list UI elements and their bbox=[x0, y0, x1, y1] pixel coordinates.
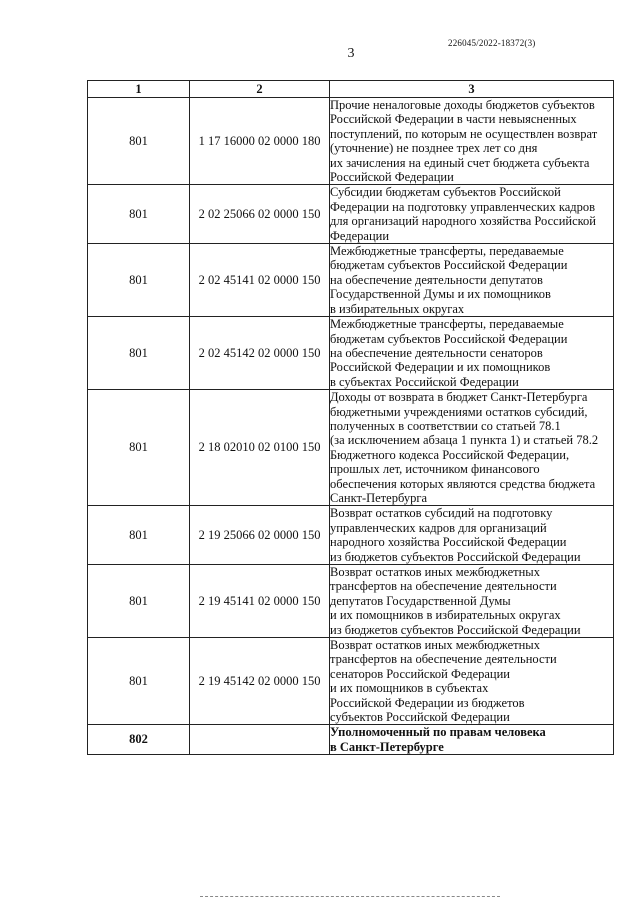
description-line: в субъектах Российской Федерации bbox=[330, 374, 519, 389]
description-line: депутатов Государственной Думы bbox=[330, 593, 511, 608]
description-line: бюджетам субъектов Российской Федерации bbox=[330, 331, 568, 346]
description-line: обеспечения которых являются средства бюджета bbox=[330, 476, 596, 491]
owner-code-cell: 801 bbox=[88, 506, 190, 565]
description-cell bbox=[330, 390, 614, 506]
description-line: Возврат остатков иных межбюджетных bbox=[330, 638, 540, 653]
page-number: 3 bbox=[347, 46, 355, 61]
description-cell bbox=[330, 317, 614, 390]
revenue-code-cell bbox=[190, 725, 330, 755]
description-line: Межбюджетные трансферты, передаваемые bbox=[330, 317, 564, 332]
description-line: трансфертов на обеспечение деятельности bbox=[330, 579, 557, 594]
description-line: полученных в соответствии со статьей 78.1 bbox=[330, 418, 561, 433]
owner-code-cell: 801 bbox=[88, 244, 190, 317]
table-row bbox=[88, 725, 614, 755]
description-line: сенаторов Российской Федерации bbox=[330, 666, 510, 681]
owner-code-cell: 801 bbox=[88, 638, 190, 725]
description-line: Доходы от возврата в бюджет Санкт-Петербурга bbox=[330, 390, 588, 405]
revenue-code-cell: 2 02 45142 02 0000 150 bbox=[190, 317, 330, 390]
table-row bbox=[88, 390, 614, 506]
description-line: Бюджетного кодекса Российской Федерации, bbox=[330, 447, 570, 462]
description-line: бюджетными учреждениями остатков субсидий, bbox=[330, 404, 588, 419]
description-line: Субсидии бюджетам субъектов Российской bbox=[330, 185, 561, 200]
owner-code-cell: 802 bbox=[88, 725, 190, 755]
header-col-1: 1 bbox=[88, 81, 190, 98]
description-line: их зачисления на единый счет бюджета субъекта bbox=[330, 155, 590, 170]
owner-code-cell: 801 bbox=[88, 390, 190, 506]
description-line: (за исключением абзаца 1 пункта 1) и статьей 78.2 bbox=[330, 433, 599, 448]
revenue-code-cell: 2 02 25066 02 0000 150 bbox=[190, 185, 330, 244]
description-line: народного хозяйства Российской Федерации bbox=[330, 535, 567, 550]
description-line: из бюджетов субъектов Российской Федерации bbox=[330, 549, 581, 564]
description-line: на обеспечение деятельности сенаторов bbox=[330, 345, 543, 360]
description-cell bbox=[330, 244, 614, 317]
description-line: Российской Федерации и их помощников bbox=[330, 360, 551, 375]
description-line: управленческих кадров для организаций bbox=[330, 520, 547, 535]
revenue-code-cell: 2 19 25066 02 0000 150 bbox=[190, 506, 330, 565]
description-cell bbox=[330, 98, 614, 185]
description-line: на обеспечение деятельности депутатов bbox=[330, 272, 543, 287]
description-cell bbox=[330, 565, 614, 638]
table-row bbox=[88, 98, 614, 185]
description-line: Государственной Думы и их помощников bbox=[330, 287, 551, 302]
description-line: и их помощников в избирательных округах bbox=[330, 608, 561, 623]
table-row bbox=[88, 185, 614, 244]
description-cell bbox=[330, 506, 614, 565]
description-line: Федерации на подготовку управленческих кадров bbox=[330, 199, 596, 214]
footer-rule bbox=[200, 896, 500, 899]
table-row bbox=[88, 565, 614, 638]
owner-code-cell: 801 bbox=[88, 565, 190, 638]
table-row bbox=[88, 317, 614, 390]
description-line: прошлых лет, источником финансового bbox=[330, 462, 540, 477]
description-line: Уполномоченный по правам человека bbox=[330, 725, 546, 740]
revenue-code-cell: 2 02 45141 02 0000 150 bbox=[190, 244, 330, 317]
description-cell bbox=[330, 638, 614, 725]
description-line: Прочие неналоговые доходы бюджетов субъектов bbox=[330, 98, 595, 112]
description-line: (уточнение) не позднее трех лет со дня bbox=[330, 141, 538, 156]
description-line: бюджетам субъектов Российской Федерации bbox=[330, 258, 568, 273]
description-line: Российской Федерации bbox=[330, 170, 454, 185]
document-id: 226045/2022-18372(3) bbox=[448, 38, 536, 48]
description-line: Межбюджетные трансферты, передаваемые bbox=[330, 244, 564, 259]
header-col-3: 3 bbox=[330, 81, 614, 98]
description-line: поступлений, по которым не осуществлен возврат bbox=[330, 126, 598, 141]
description-cell bbox=[330, 185, 614, 244]
owner-code-cell: 801 bbox=[88, 185, 190, 244]
description-line: и их помощников в субъектах bbox=[330, 681, 489, 696]
table-header-row bbox=[88, 81, 614, 98]
description-line: Российской Федерации из бюджетов bbox=[330, 695, 525, 710]
owner-code-cell: 801 bbox=[88, 317, 190, 390]
description-cell bbox=[330, 725, 614, 755]
description-line: в Санкт-Петербурге bbox=[330, 739, 444, 754]
table-row bbox=[88, 244, 614, 317]
description-line: Возврат остатков иных межбюджетных bbox=[330, 565, 540, 579]
description-line: трансфертов на обеспечение деятельности bbox=[330, 652, 557, 667]
revenue-code-cell: 1 17 16000 02 0000 180 bbox=[190, 98, 330, 185]
table-row bbox=[88, 506, 614, 565]
description-line: субъектов Российской Федерации bbox=[330, 710, 510, 725]
description-line: для организаций народного хозяйства Российской bbox=[330, 214, 596, 229]
table-row bbox=[88, 638, 614, 725]
owner-code-cell: 801 bbox=[88, 98, 190, 185]
description-line: Российской Федерации в части невыясненных bbox=[330, 112, 577, 127]
revenue-code-cell: 2 19 45141 02 0000 150 bbox=[190, 565, 330, 638]
budget-codes-table bbox=[87, 80, 614, 755]
revenue-code-cell: 2 19 45142 02 0000 150 bbox=[190, 638, 330, 725]
revenue-code-cell: 2 18 02010 02 0100 150 bbox=[190, 390, 330, 506]
header-col-2: 2 bbox=[190, 81, 330, 98]
description-line: из бюджетов субъектов Российской Федерации bbox=[330, 622, 581, 637]
description-line: Санкт-Петербурга bbox=[330, 490, 428, 505]
description-line: в избирательных округах bbox=[330, 301, 465, 316]
description-line: Возврат остатков субсидий на подготовку bbox=[330, 506, 553, 521]
description-line: Федерации bbox=[330, 228, 390, 243]
